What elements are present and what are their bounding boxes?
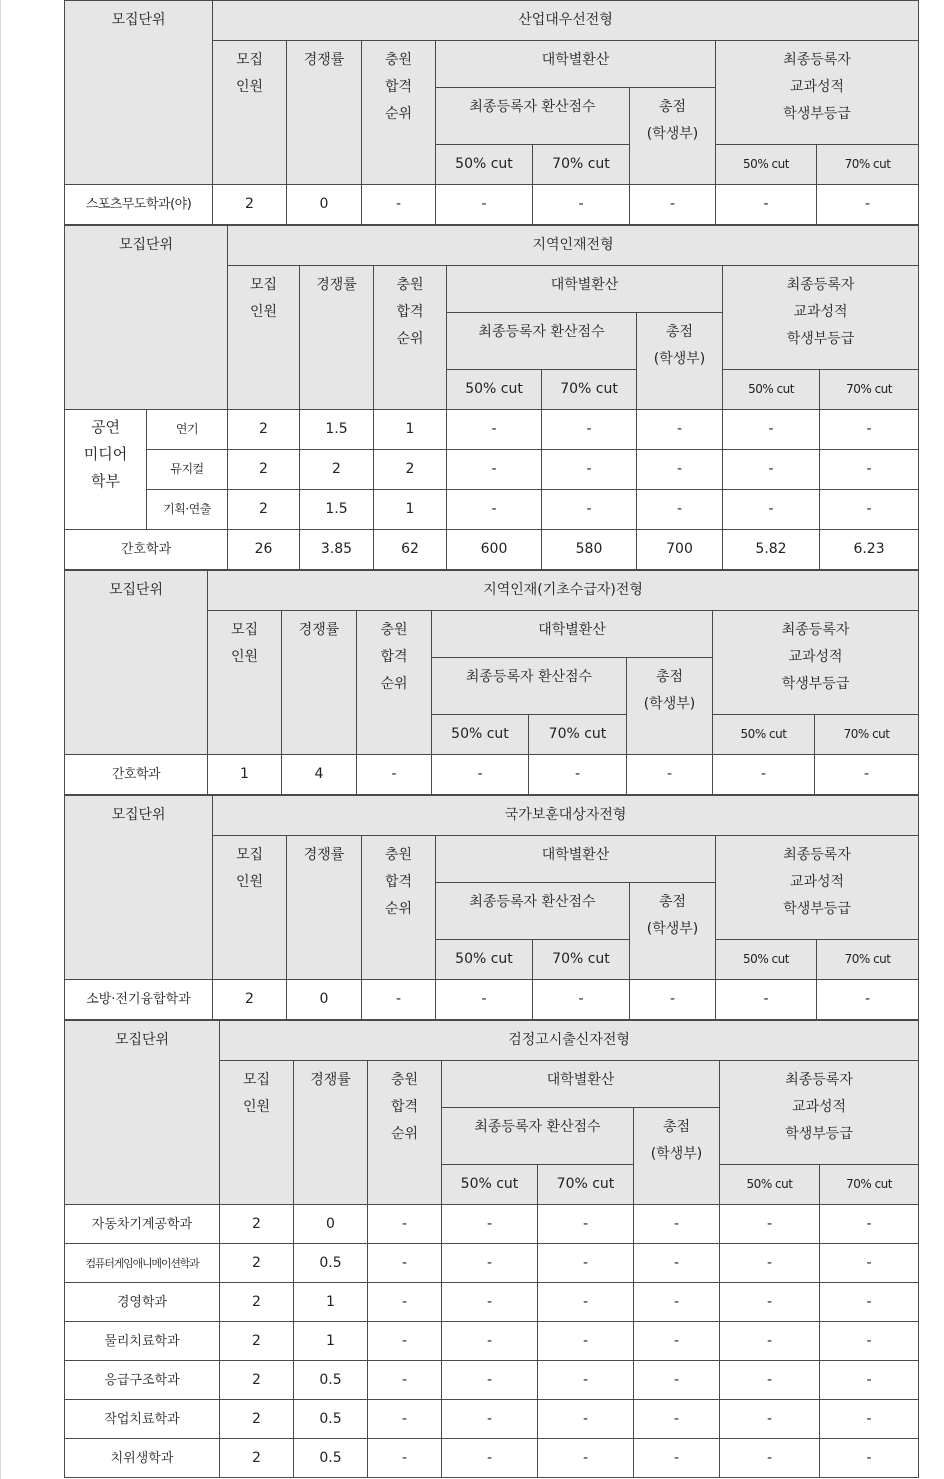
table-cell: -: [720, 1244, 820, 1283]
header-line: 합격: [384, 874, 413, 890]
table-cell: -: [716, 980, 817, 1020]
table-cell: 작업치료학과: [65, 1400, 220, 1439]
header-line: 공연: [91, 418, 120, 436]
table-cell: 2: [374, 450, 447, 490]
header-line: 최종등록자: [786, 277, 855, 293]
table-cell: 기획·연출: [147, 490, 228, 530]
cut50-header: 50% cut: [723, 370, 820, 410]
header-line: 총점: [658, 894, 687, 910]
final-header: [716, 836, 919, 940]
table-row: [65, 1400, 919, 1439]
table-cell: 2: [220, 1361, 294, 1400]
header-line: (학생부): [646, 921, 699, 937]
table-cell: 2: [228, 490, 300, 530]
table-cell: -: [442, 1322, 538, 1361]
header-line: 미디어: [83, 445, 128, 463]
header-line: 최종등록자: [781, 622, 850, 638]
table-cell: 2: [213, 980, 287, 1020]
conv-header: 대학별환산: [436, 836, 716, 883]
table-cell: -: [362, 980, 436, 1020]
table-cell: 2: [228, 450, 300, 490]
table-cell: 경영학과: [65, 1283, 220, 1322]
table-cell: 0.5: [294, 1361, 368, 1400]
table-cell: 0.5: [294, 1439, 368, 1478]
table-cell: 컴퓨터게임애니메이션학과: [65, 1244, 220, 1283]
table-cell: -: [723, 410, 820, 450]
header-line: 총점: [658, 99, 687, 115]
table-cell: -: [627, 755, 713, 795]
table-cell: -: [820, 1244, 919, 1283]
table-cell: 치위생학과: [65, 1439, 220, 1478]
table-cell: 자동차기계공학과: [65, 1205, 220, 1244]
table-cell: -: [442, 1361, 538, 1400]
header-line: 충원: [380, 622, 408, 638]
table-cell: 물리치료학과: [65, 1322, 220, 1361]
header-line: 학생부등급: [783, 106, 851, 122]
cut70-header: 70% cut: [533, 145, 630, 185]
table-row: [65, 185, 919, 225]
table-cell: -: [637, 490, 723, 530]
rank-header: [368, 1061, 442, 1205]
table-cell: -: [716, 185, 817, 225]
table-cell: 0.5: [294, 1400, 368, 1439]
table-cell: -: [442, 1244, 538, 1283]
header-line: 합격: [384, 79, 413, 95]
table-row: [65, 1205, 919, 1244]
table-cell: 2: [220, 1322, 294, 1361]
table-cell: -: [442, 1400, 538, 1439]
table-cell: 1: [374, 410, 447, 450]
table-cell: -: [436, 185, 533, 225]
cut50-header: 50% cut: [436, 145, 533, 185]
table-cell: 0: [287, 980, 362, 1020]
cut50-header: 50% cut: [442, 1165, 538, 1205]
cut50-header: 50% cut: [432, 715, 529, 755]
table-cell: -: [442, 1439, 538, 1478]
table-cell: -: [815, 755, 919, 795]
total-header: [630, 88, 716, 185]
table-cell: 1: [294, 1283, 368, 1322]
conv-score-header: 최종등록자 환산점수: [432, 658, 627, 715]
cut70-header: 70% cut: [820, 370, 919, 410]
table-cell: 2: [220, 1439, 294, 1478]
table-cell: -: [533, 980, 630, 1020]
conv-header: 대학별환산: [442, 1061, 720, 1108]
table-cell: 스포츠무도학과(야): [65, 185, 213, 225]
table-cell: -: [533, 185, 630, 225]
cut70-header: 70% cut: [820, 1165, 919, 1205]
header-line: 교과성적: [788, 649, 843, 665]
table-cell: -: [634, 1283, 720, 1322]
section-table: [64, 570, 919, 795]
rank-header: [362, 41, 436, 185]
table-cell: -: [529, 755, 627, 795]
table-row: [65, 755, 919, 795]
cut70-header: 70% cut: [538, 1165, 634, 1205]
cut70-header: 70% cut: [817, 940, 919, 980]
header-line: 최종등록자: [785, 1072, 853, 1088]
table-cell: -: [362, 185, 436, 225]
table-cell: -: [820, 410, 919, 450]
section-title: 지역인재(기초수급자)전형: [208, 571, 919, 611]
total-header: [637, 313, 723, 410]
rate-header: 경쟁률: [287, 41, 362, 185]
unit-header: 모집단위: [65, 1021, 220, 1205]
header-line: (학생부): [643, 696, 696, 712]
header-line: 모집: [249, 277, 278, 293]
total-header: [630, 883, 716, 980]
header-line: 인원: [230, 649, 259, 665]
table-cell: -: [538, 1439, 634, 1478]
table-cell: -: [442, 1283, 538, 1322]
header-line: 학생부등급: [785, 1126, 853, 1142]
table-row: [65, 450, 919, 490]
table-cell: -: [720, 1439, 820, 1478]
final-header: [720, 1061, 919, 1165]
table-cell: -: [634, 1244, 720, 1283]
header-line: 합격: [380, 649, 408, 665]
table-cell: -: [720, 1205, 820, 1244]
table-cell: 1: [294, 1322, 368, 1361]
table-cell: -: [447, 490, 542, 530]
count-header: [208, 611, 282, 755]
table-cell: -: [820, 450, 919, 490]
header-line: 총점: [662, 1119, 691, 1135]
table-cell: 580: [542, 530, 637, 570]
table-cell: -: [820, 1439, 919, 1478]
table-cell: -: [634, 1322, 720, 1361]
conv-header: 대학별환산: [432, 611, 713, 658]
header-line: 학생부등급: [783, 901, 851, 917]
section-table: [64, 795, 919, 1020]
table-cell: 600: [447, 530, 542, 570]
count-header: [228, 266, 300, 410]
section-table: [64, 0, 919, 225]
table-cell: 1.5: [300, 490, 374, 530]
table-cell: 1: [374, 490, 447, 530]
section-title: 산업대우선전형: [213, 1, 919, 41]
cut70-header: 70% cut: [529, 715, 627, 755]
rank-header: [374, 266, 447, 410]
conv-score-header: 최종등록자 환산점수: [447, 313, 637, 370]
header-line: 순위: [384, 106, 413, 122]
cut50-header: 50% cut: [713, 715, 815, 755]
table-cell: 700: [637, 530, 723, 570]
header-line: 순위: [380, 676, 408, 692]
count-header: [213, 836, 287, 980]
table-row: [65, 490, 919, 530]
section-title: 지역인재전형: [228, 226, 919, 266]
total-header: [634, 1108, 720, 1205]
header-line: 최종등록자: [783, 847, 851, 863]
final-header: [713, 611, 919, 715]
conv-score-header: 최종등록자 환산점수: [436, 88, 630, 145]
table-row: [65, 1322, 919, 1361]
table-cell: -: [637, 410, 723, 450]
count-header: [213, 41, 287, 185]
header-line: (학생부): [653, 351, 706, 367]
header-line: 합격: [390, 1099, 419, 1115]
header-line: 충원: [390, 1072, 419, 1088]
header-line: 최종등록자: [783, 52, 851, 68]
table-cell: -: [368, 1283, 442, 1322]
table-cell: -: [720, 1322, 820, 1361]
table-cell: -: [634, 1400, 720, 1439]
table-cell: -: [720, 1400, 820, 1439]
conv-header: 대학별환산: [447, 266, 723, 313]
table-cell: -: [713, 755, 815, 795]
table-cell: -: [637, 450, 723, 490]
header-line: 모집: [242, 1072, 271, 1088]
table-cell: -: [368, 1205, 442, 1244]
header-line: 충원: [384, 847, 413, 863]
table-cell: -: [447, 410, 542, 450]
header-line: 학부: [91, 472, 120, 490]
header-line: 학생부등급: [786, 331, 855, 347]
unit-header: 모집단위: [65, 1, 213, 185]
table-cell: 4: [282, 755, 357, 795]
table-cell: 2: [300, 450, 374, 490]
table-cell: -: [368, 1439, 442, 1478]
table-cell: -: [447, 450, 542, 490]
table-row: [65, 980, 919, 1020]
admission-results-document: [64, 0, 918, 1478]
header-line: 총점: [665, 324, 694, 340]
table-cell: 간호학과: [65, 530, 228, 570]
unit-header: 모집단위: [65, 571, 208, 755]
table-cell: 3.85: [300, 530, 374, 570]
header-line: 인원: [249, 304, 278, 320]
table-cell: -: [820, 1205, 919, 1244]
group-label: [65, 410, 147, 530]
table-cell: -: [538, 1400, 634, 1439]
section-title: 검정고시출신자전형: [220, 1021, 919, 1061]
table-row: [65, 1244, 919, 1283]
table-cell: -: [720, 1283, 820, 1322]
header-line: 인원: [242, 1099, 271, 1115]
header-line: 교과성적: [793, 304, 848, 320]
unit-header: 모집단위: [65, 226, 228, 410]
table-cell: -: [723, 450, 820, 490]
table-cell: 2: [213, 185, 287, 225]
table-cell: 뮤지컬: [147, 450, 228, 490]
table-cell: 0: [287, 185, 362, 225]
header-line: 충원: [384, 52, 413, 68]
table-cell: 0.5: [294, 1244, 368, 1283]
table-row: [65, 410, 919, 450]
rate-header: 경쟁률: [282, 611, 357, 755]
section-title: 국가보훈대상자전형: [213, 796, 919, 836]
table-cell: 1: [208, 755, 282, 795]
table-cell: -: [723, 490, 820, 530]
table-cell: -: [634, 1361, 720, 1400]
unit-header: 모집단위: [65, 796, 213, 980]
table-cell: -: [634, 1439, 720, 1478]
header-line: (학생부): [646, 126, 699, 142]
table-cell: -: [432, 755, 529, 795]
table-cell: -: [630, 185, 716, 225]
header-line: 교과성적: [789, 874, 845, 890]
table-cell: 1.5: [300, 410, 374, 450]
table-cell: -: [436, 980, 533, 1020]
table-row: [65, 1361, 919, 1400]
cut50-header: 50% cut: [716, 940, 817, 980]
table-cell: 6.23: [820, 530, 919, 570]
table-cell: -: [820, 1361, 919, 1400]
table-cell: 2: [220, 1283, 294, 1322]
conv-header: 대학별환산: [436, 41, 716, 88]
table-cell: -: [820, 1322, 919, 1361]
table-row: [65, 1283, 919, 1322]
table-cell: 26: [228, 530, 300, 570]
table-cell: -: [720, 1361, 820, 1400]
table-cell: -: [538, 1283, 634, 1322]
table-cell: -: [630, 980, 716, 1020]
table-cell: 연기: [147, 410, 228, 450]
table-cell: 2: [228, 410, 300, 450]
header-line: 순위: [396, 331, 424, 347]
header-line: 인원: [235, 874, 264, 890]
section-table: [64, 1020, 919, 1478]
header-line: 순위: [384, 901, 413, 917]
header-line: 모집: [235, 847, 264, 863]
final-header: [716, 41, 919, 145]
final-header: [723, 266, 919, 370]
header-line: 모집: [235, 52, 264, 68]
table-cell: -: [542, 490, 637, 530]
table-cell: -: [820, 1400, 919, 1439]
header-line: 모집: [230, 622, 259, 638]
cut50-header: 50% cut: [447, 370, 542, 410]
table-row: [65, 530, 919, 570]
count-header: [220, 1061, 294, 1205]
conv-score-header: 최종등록자 환산점수: [436, 883, 630, 940]
table-cell: -: [820, 1283, 919, 1322]
cut50-header: 50% cut: [720, 1165, 820, 1205]
table-cell: -: [357, 755, 432, 795]
table-cell: -: [634, 1205, 720, 1244]
header-line: 충원: [396, 277, 424, 293]
header-line: 인원: [235, 79, 264, 95]
table-cell: 5.82: [723, 530, 820, 570]
table-row: [65, 1439, 919, 1478]
cut50-header: 50% cut: [436, 940, 533, 980]
table-cell: -: [817, 980, 919, 1020]
cut70-header: 70% cut: [533, 940, 630, 980]
total-header: [627, 658, 713, 755]
header-line: 총점: [655, 669, 684, 685]
table-cell: 응급구조학과: [65, 1361, 220, 1400]
table-cell: -: [368, 1400, 442, 1439]
table-cell: 2: [220, 1400, 294, 1439]
conv-score-header: 최종등록자 환산점수: [442, 1108, 634, 1165]
table-cell: 0: [294, 1205, 368, 1244]
rate-header: 경쟁률: [300, 266, 374, 410]
table-cell: -: [368, 1361, 442, 1400]
cut50-header: 50% cut: [716, 145, 817, 185]
section-table: [64, 225, 919, 570]
rank-header: [357, 611, 432, 755]
rate-header: 경쟁률: [287, 836, 362, 980]
header-line: 순위: [390, 1126, 419, 1142]
table-cell: -: [542, 450, 637, 490]
table-cell: -: [368, 1322, 442, 1361]
header-line: 합격: [396, 304, 424, 320]
header-line: (학생부): [650, 1146, 703, 1162]
table-cell: -: [538, 1244, 634, 1283]
table-cell: -: [542, 410, 637, 450]
table-cell: 2: [220, 1244, 294, 1283]
table-cell: -: [820, 490, 919, 530]
table-cell: 소방·전기융합학과: [65, 980, 213, 1020]
cut70-header: 70% cut: [542, 370, 637, 410]
table-cell: -: [817, 185, 919, 225]
table-cell: -: [538, 1322, 634, 1361]
rate-header: 경쟁률: [294, 1061, 368, 1205]
table-cell: -: [538, 1205, 634, 1244]
table-cell: -: [538, 1361, 634, 1400]
header-line: 교과성적: [791, 1099, 847, 1115]
table-cell: -: [368, 1244, 442, 1283]
table-cell: -: [442, 1205, 538, 1244]
table-cell: 간호학과: [65, 755, 208, 795]
header-line: 교과성적: [789, 79, 845, 95]
rank-header: [362, 836, 436, 980]
header-line: 학생부등급: [781, 676, 850, 692]
page-left-rule: [0, 0, 1, 1479]
table-cell: 62: [374, 530, 447, 570]
cut70-header: 70% cut: [815, 715, 919, 755]
table-cell: 2: [220, 1205, 294, 1244]
cut70-header: 70% cut: [817, 145, 919, 185]
